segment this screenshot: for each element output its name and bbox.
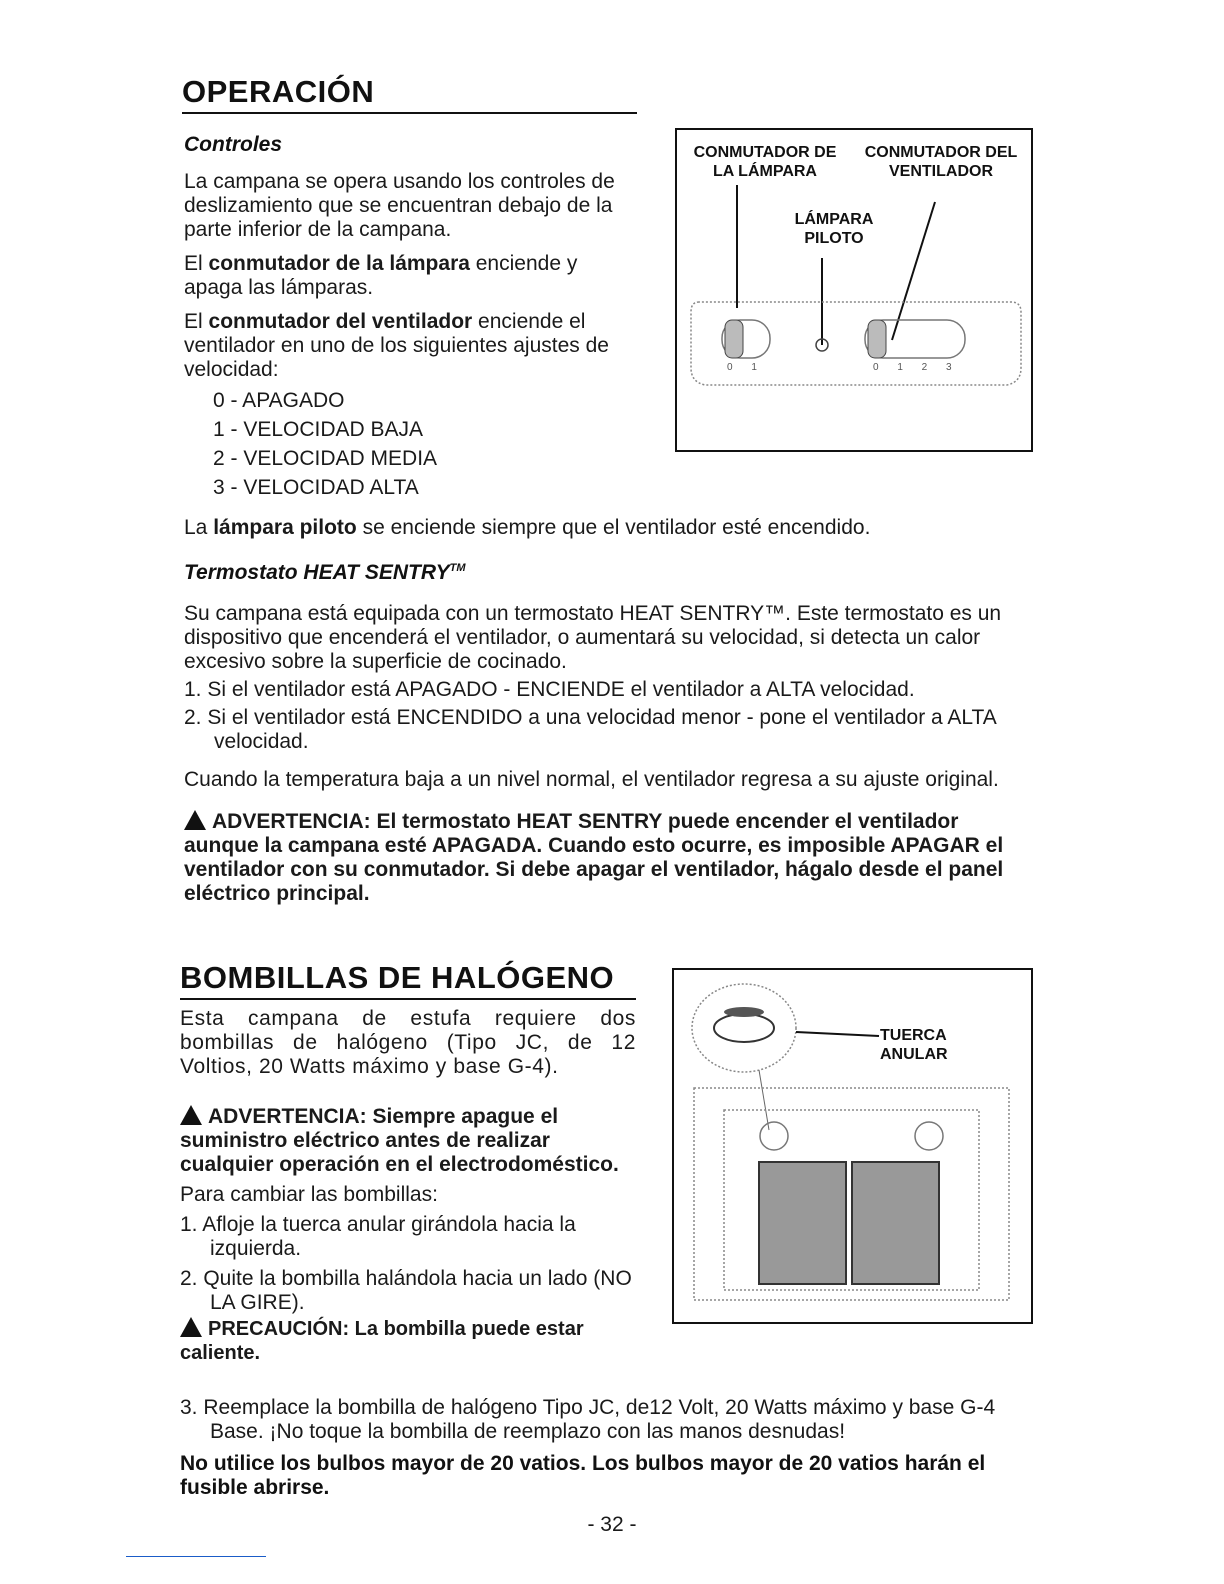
- right-lamp: [915, 1122, 943, 1150]
- speed-item: 1 - VELOCIDAD BAJA: [213, 418, 424, 441]
- left-grease-filter: [759, 1162, 846, 1284]
- termostato-paragraph-2: Cuando la temperatura baja a un nivel normal, el ventilador regresa a su ajuste original.: [184, 768, 999, 791]
- trademark: TM: [449, 562, 466, 574]
- controles-paragraph-3: [184, 310, 639, 382]
- label-lamp-switch: CONMUTADOR DE LA LÁMPARA: [693, 144, 837, 180]
- pilot-post: se enciende siempre que el ventilador esté encendido.: [356, 516, 871, 539]
- fan-slider-knob: [868, 320, 886, 358]
- p2-bold: conmutador de la lámpara: [208, 252, 470, 275]
- termostato-item: 2. Si el ventilador está ENCENDIDO a una velocidad menor - pone el ventilador a ALTA velocidad.: [184, 706, 996, 753]
- bombillas-title-rule: [180, 998, 636, 1000]
- controles-heading: Controles: [184, 133, 283, 156]
- caution-icon: [180, 1317, 202, 1337]
- fan-scale: 0 1 2 3: [873, 362, 960, 373]
- heat-sentry-warning: [184, 810, 1034, 906]
- pilot-pre: La: [184, 516, 214, 539]
- label-pilot-lamp: LÁMPARA PILOTO: [794, 211, 874, 247]
- speed-item: 0 - APAGADO: [213, 389, 345, 412]
- bombillas-title: BOMBILLAS DE HALÓGENO: [180, 960, 615, 995]
- heat-sentry-warning-text: ADVERTENCIA: El termostato HEAT SENTRY puede encender el ventilador aunque la campana esté APAGADA. Cuando esto ocurre, es imposible APAGAR el ventilador con su conmutador. Si debe apagar el ventilador, hágalo desde el panel eléctrico principal.: [184, 810, 1004, 905]
- speed-item: 3 - VELOCIDAD ALTA: [213, 476, 419, 499]
- pilot-lamp-text: [184, 516, 1034, 540]
- ring-leader: [796, 1032, 879, 1036]
- p2-post: enciende y apaga las lámparas.: [184, 252, 578, 299]
- controles-text: [184, 170, 639, 502]
- termostato-heading: [184, 561, 466, 585]
- speed-list: [184, 386, 639, 502]
- left-lamp: [760, 1122, 788, 1150]
- termostato-text: [184, 602, 1034, 906]
- right-grease-filter: [852, 1162, 939, 1284]
- ring-nut-detail: [692, 984, 796, 1072]
- controls-panel-drawing: [677, 130, 1031, 450]
- lamp-slider-knob: [725, 320, 743, 358]
- p3-bold: conmutador del ventilador: [208, 310, 473, 333]
- termostato-paragraph-1: Su campana está equipada con un termostato HEAT SENTRY™. Este termostato es un dispositivo que encenderá el ventilador, o aumentará su velocidad, si detecta un calor excesivo sobre la superficie de cocinado.: [184, 602, 1002, 673]
- lamp-scale: 0 1: [727, 362, 765, 373]
- footnote-rule: [126, 1556, 266, 1557]
- controles-paragraph-2: [184, 252, 639, 300]
- hot-bulb-caution: [180, 1317, 636, 1365]
- controles-paragraph-1: La campana se opera usando los controles de deslizamiento que se encuentran debajo de la parte inferior de la campana.: [184, 170, 615, 241]
- controls-diagram: [675, 128, 1033, 452]
- detail-leader: [759, 1070, 769, 1130]
- operacion-title: OPERACIÓN: [182, 74, 375, 109]
- power-warning: [180, 1105, 636, 1177]
- bombillas-step-3: [180, 1396, 1032, 1444]
- p3-pre: El: [184, 310, 209, 333]
- warning-icon: [180, 1105, 202, 1125]
- bombillas-text: [180, 1007, 636, 1365]
- bulb-top: [724, 1007, 764, 1017]
- ring-nut: [714, 1014, 774, 1042]
- label-ring-nut: TUERCA ANULAR: [880, 1027, 948, 1063]
- termostato-item: 1. Si el ventilador está APAGADO - ENCIENDE el ventilador a ALTA velocidad.: [184, 678, 915, 701]
- label-fan-switch: CONMUTADOR DEL VENTILADOR: [864, 144, 1018, 180]
- hood-drawing: [674, 970, 1031, 1322]
- halogen-diagram: [672, 968, 1033, 1324]
- bombillas-step-1: 1. Afloje la tuerca anular girándola hacia la izquierda.: [180, 1213, 576, 1260]
- bombillas-intro: Para cambiar las bombillas:: [180, 1183, 438, 1206]
- p3-post: enciende el ventilador en uno de los siguientes ajustes de velocidad:: [184, 310, 609, 381]
- power-warning-text: ADVERTENCIA: Siempre apague el suministro eléctrico antes de realizar cualquier operación en el electrodoméstico.: [180, 1105, 619, 1176]
- speed-item: 2 - VELOCIDAD MEDIA: [213, 447, 438, 470]
- p2-pre: El: [184, 252, 209, 275]
- hot-bulb-caution-text: PRECAUCIÓN: La bombilla puede estar caliente.: [180, 1318, 584, 1364]
- warning-icon: [184, 810, 206, 830]
- wattage-note: No utilice los bulbos mayor de 20 vatios. Los bulbos mayor de 20 vatios harán el fusible abrirse.: [180, 1452, 986, 1499]
- bombillas-step-3-text: 3. Reemplace la bombilla de halógeno Tipo JC, de12 Volt, 20 Watts máximo y base G-4 Base. ¡No toque la bombilla de reemplazo con las manos desnudas!: [180, 1396, 996, 1443]
- bombillas-step-2: 2. Quite la bombilla halándola hacia un lado (NO LA GIRE).: [180, 1267, 632, 1314]
- page-number: - 32 -: [587, 1513, 637, 1536]
- termostato-heading-text: Termostato HEAT SENTRY: [184, 561, 450, 584]
- pilot-bold: lámpara piloto: [213, 516, 357, 539]
- title-rule: [182, 112, 637, 114]
- bombillas-paragraph-1: Esta campana de estufa requiere dos bombillas de halógeno (Tipo JC, de 12 Voltios, 20 Watts máximo y base G-4).: [180, 1007, 636, 1078]
